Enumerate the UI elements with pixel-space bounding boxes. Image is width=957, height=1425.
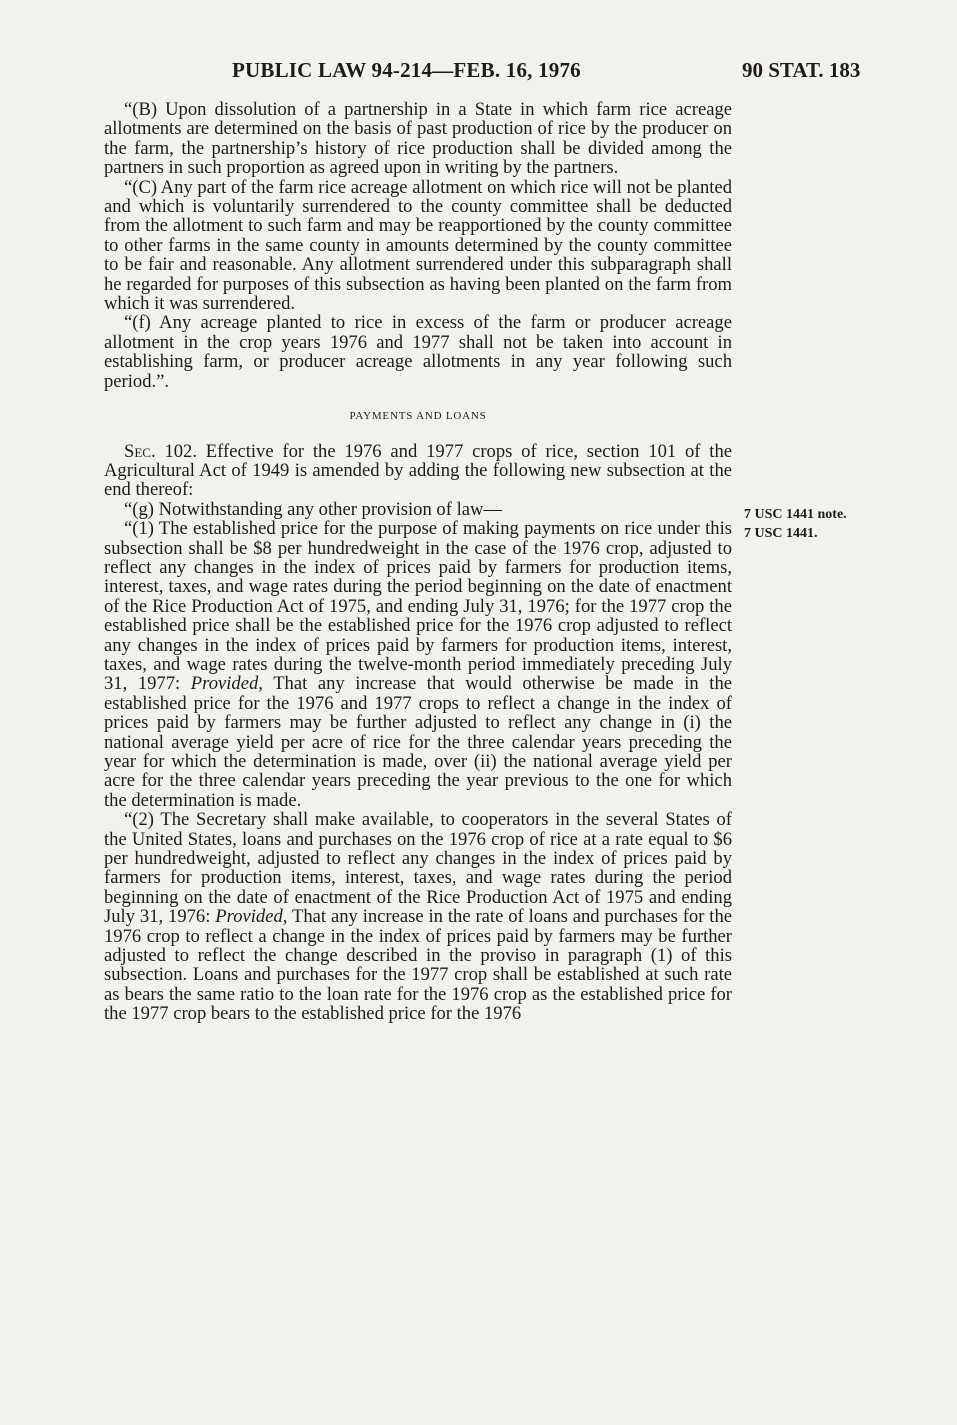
margin-note-1: 7 USC 1441 note. [744, 507, 847, 522]
paragraph-1-proviso-text: That any increase that would otherwise be made in the established price for the 1976 and 1977 crops to reflect a change in the index of prices paid by farmers may be further adjusted to reflect any change in (i) the national average yield per acre of rice for the three calendar years preceding the year for which the determination is made, over (ii) the national average yield per acre for the three calendar years preceding the year previous to the one for which the determination is made. [104, 673, 732, 811]
margin-note-2: 7 USC 1441. [744, 526, 818, 541]
paragraph-2-proviso-text: That any increase in the rate of loans and purchases for the 1976 crop to reflect a change in the index of prices paid by farmers may be further adjusted to reflect the change described in the proviso in paragraph (1) of this subsection. Loans and purchases for the 1977 crop shall be established at such rate as bears the same ratio to the loan rate for the 1976 crop as the established price for the 1977 crop bears to the established price for the 1976 [104, 906, 733, 1025]
paragraph-1 [104, 519, 732, 810]
margin-notes [744, 505, 847, 543]
section-102-text: 102. Effective for the 1976 and 1977 crops of rice, section 101 of the Agricultural Act of 1949 is amended by adding the following new subsection at the end thereof: [104, 440, 733, 501]
page-header-stat: 90 STAT. 183 [742, 58, 861, 82]
proviso-1: Provided, [190, 673, 263, 695]
page-header-title: PUBLIC LAW 94-214—FEB. 16, 1976 [232, 58, 581, 82]
paragraph-b: “(B) Upon dissolution of a partnership in a State in which farm rice acreage allotments are determined on the basis of past production of rice by the producer on the farm, the partnership’s history of rice production shall be divided among the partners in such proportion as agreed upon in writing by the partners. [104, 99, 732, 179]
paragraph-f: “(f) Any acreage planted to rice in excess of the farm or producer acreage allotment in the crop years 1976 and 1977 shall not be taken into account in establishing farm, or producer acreage allotments in any year following such period.”. [104, 312, 732, 392]
proviso-2: Provided, [215, 906, 288, 928]
paragraph-2-text: “(2) The Secretary shall make available, to cooperators in the several States of the United States, loans and purchases on the 1976 crop of rice at a rate equal to $6 per hundredweight, adjusted to reflect any changes in the index of prices paid by farmers for production items, interest, taxes, and wage rates during the period beginning on the date of enactment of the Rice Production Act of 1975 and ending July 31, 1976: [104, 809, 732, 928]
paragraph-1-text: “(1) The established price for the purpose of making payments on rice under this subsection shall be $8 per hundredweight in the case of the 1976 crop, adjusted to reflect any changes in the index of prices paid by farmers for production items, interest, taxes, and wage rates during the period beginning on the date of enactment of the Rice Production Act of 1975, and ending July 31, 1976; for the 1977 crop the established price shall be the established price for the 1976 crop adjusted to reflect any changes in the index of prices paid by farmers for production items, interest, taxes, and wage rates during the twelve-month period immediately preceding July 31, 1977: [104, 518, 732, 695]
statute-body [104, 100, 732, 1024]
paragraph-g: “(g) Notwithstanding any other provision of law— [124, 498, 503, 520]
paragraph-c: “(C) Any part of the farm rice acreage allotment on which rice will not be planted and which is voluntarily surrendered to the county committee shall be deducted from the allotment to such farm and may be reapportioned by the county committee to other farms in the same county in amounts determined by the county committee to be fair and reasonable. Any allotment surrendered under this subparagraph shall he regarded for purposes of this subsection as having been planted on the farm from which it was surrendered. [104, 176, 732, 315]
paragraph-2 [104, 810, 732, 1023]
section-label: Sec. [124, 440, 156, 462]
section-heading: PAYMENTS AND LOANS [349, 410, 487, 423]
section-102 [104, 442, 732, 500]
